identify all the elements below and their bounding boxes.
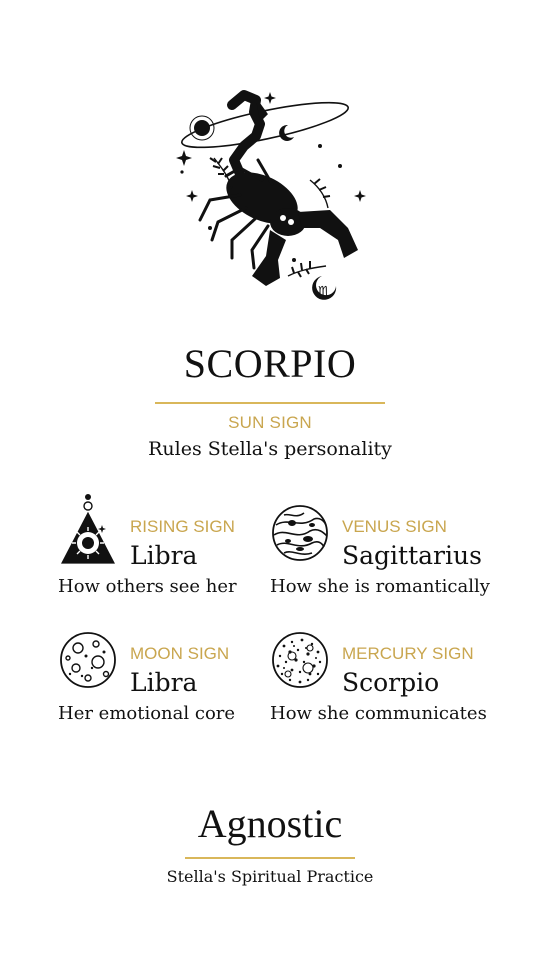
sun-sign-title: SCORPIO xyxy=(183,341,357,386)
venus-sign-label: VENUS SIGN xyxy=(342,517,447,536)
moon-sign-value: Libra xyxy=(130,668,198,697)
mercury-planet-icon xyxy=(270,630,330,690)
sun-sign-label: SUN SIGN xyxy=(228,413,312,432)
rising-sign-description: How others see her xyxy=(58,576,237,597)
venus-sign-card xyxy=(270,503,520,613)
mercury-sign-card xyxy=(270,630,520,740)
svg-text:♏: ♏ xyxy=(318,284,331,300)
rising-sign-label: RISING SIGN xyxy=(130,517,235,536)
mercury-sign-value: Scorpio xyxy=(342,668,440,697)
moon-icon xyxy=(58,630,118,690)
moon-sign-description: Her emotional core xyxy=(58,703,236,724)
sun-sign-divider xyxy=(155,402,385,404)
scorpion-icon xyxy=(170,80,380,310)
moon-sign-label: MOON SIGN xyxy=(130,644,230,663)
triangle-sun-icon xyxy=(58,491,118,571)
spiritual-practice-label: Stella's Spiritual Practice xyxy=(166,867,374,886)
venus-sign-description: How she is romantically xyxy=(270,576,490,597)
rising-sign-value: Libra xyxy=(130,541,198,570)
spiritual-practice-divider xyxy=(185,857,355,859)
sun-sign-description: Rules Stella's personality xyxy=(148,438,392,460)
mercury-sign-description: How she communicates xyxy=(270,703,487,724)
spiritual-practice-title: Agnostic xyxy=(197,801,343,846)
venus-sign-value: Sagittarius xyxy=(342,541,482,570)
mercury-sign-label: MERCURY SIGN xyxy=(342,644,474,663)
venus-planet-icon xyxy=(270,503,330,563)
